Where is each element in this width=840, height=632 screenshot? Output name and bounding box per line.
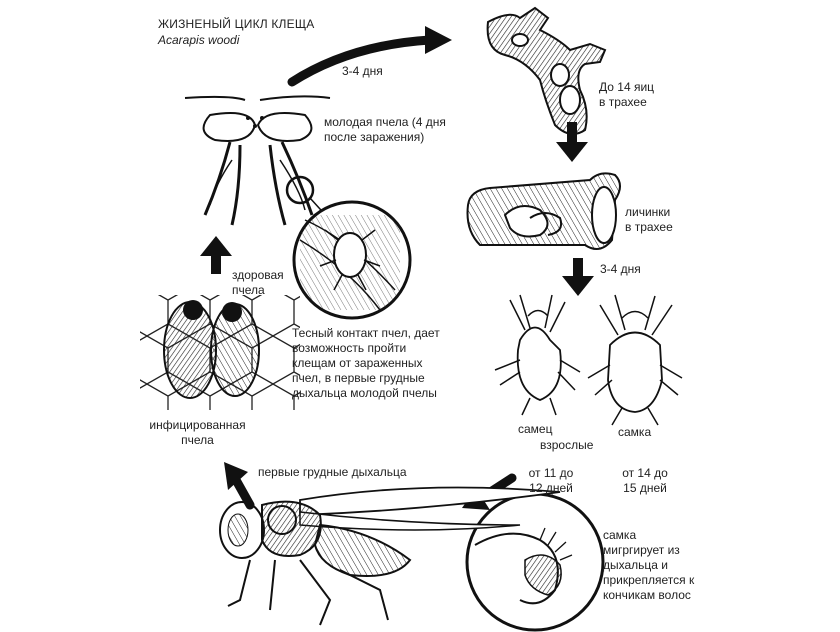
label-days-3-4-top: 3-4 дня: [342, 64, 383, 78]
young-bee-head-illustration: [185, 96, 330, 225]
label-male-days: от 11 до 12 дней: [528, 466, 574, 495]
diagram-title: ЖИЗНЕНЫЙ ЦИКЛ КЛЕЩА: [158, 17, 315, 31]
label-male: самец: [518, 422, 553, 436]
label-days-3-4-right: 3-4 дня: [600, 262, 641, 276]
down-arrow-2: [562, 258, 594, 296]
arrow-up-left: [224, 462, 250, 505]
label-spiracles: первые грудные дыхальца: [258, 465, 407, 479]
label-female: самка: [618, 425, 652, 439]
label-young-bee: молодая пчела (4 дня после заражения): [324, 115, 446, 144]
label-eggs: До 14 яиц в трахее: [599, 80, 655, 109]
label-contact: Тесный контакт пчел, дает возможность пройти клещам от зараженных пчел, в первые грудные дыхальца молодой пчелы: [292, 326, 440, 400]
label-larvae: личинки в трахее: [625, 205, 673, 234]
species-subtitle: Acarapis woodi: [158, 33, 240, 47]
trachea-eggs-illustration: [488, 8, 605, 134]
female-mite-illustration: [588, 295, 682, 425]
honeycomb-bees-illustration: [140, 295, 300, 410]
label-female-migrates: самка мигргирует из дыхальца и прикрепляется к кончикам волос: [603, 528, 695, 602]
label-healthy-bee: здоровая пчела: [232, 268, 284, 297]
label-adults: взрослые: [540, 438, 594, 452]
label-female-days: от 14 до 15 дней: [622, 466, 668, 495]
label-infected-bee: инфицированная пчела: [149, 418, 246, 447]
mite-on-hair-circle: [467, 494, 603, 630]
trachea-larvae-illustration: [468, 173, 621, 249]
male-mite-illustration: [495, 295, 580, 415]
mite-in-trachea-circle: [294, 202, 410, 318]
up-arrow-left: [200, 236, 232, 274]
